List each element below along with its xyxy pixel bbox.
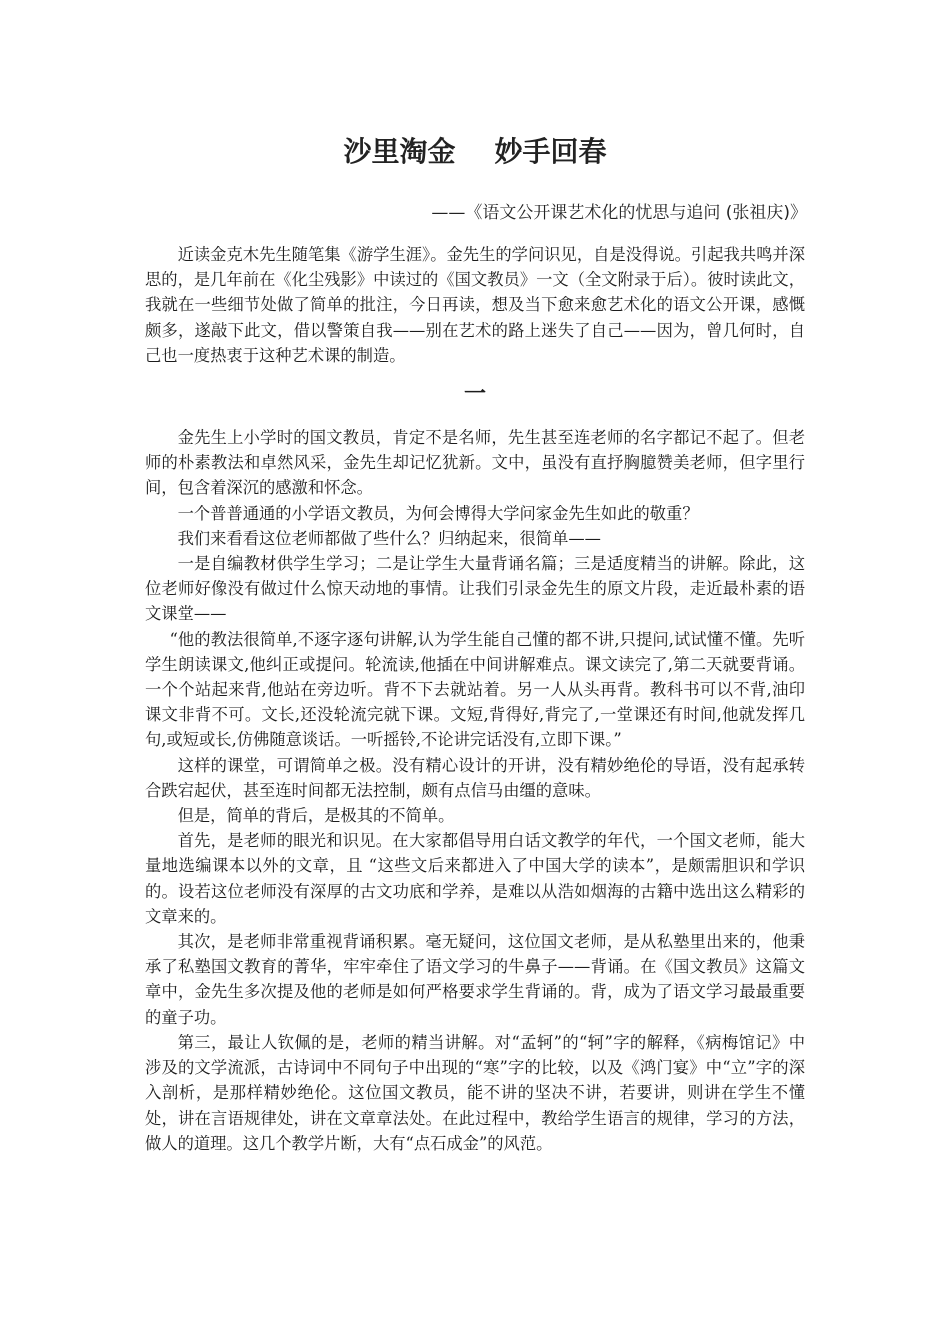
paragraph: 我们来看看这位老师都做了些什么？归纳起来，很简单——: [177, 528, 601, 548]
paragraph: 金先生上小学时的国文教员，肯定不是名师，先生甚至连老师的名字都记不起了。但老师的朴素教法和卓然风采，金先生却记忆犹新。文中，虽没有直抒胸臆赞美老师，但字里行间，包含着深沉的感激和怀念。: [145, 428, 805, 498]
paragraph: 首先，是老师的眼光和识见。在大家都倡导用白话文教学的年代，一个国文老师，能大量地选编课本以外的文章，且 “这些文后来都进入了中国大学的读本”，是颇需胆识和学识的。设若这位老师没有深厚的古文功底和学养，是难以从浩如烟海的古籍中选出这么精彩的文章来的。: [145, 831, 805, 926]
quoted-passage: “他的教法很简单,不逐字逐句讲解,认为学生能自己懂的都不讲,只提问,试试懂不懂。先听学生朗读课文,他纠正或提问。轮流读,他插在中间讲解难点。课文读完了,第二天就要背诵。一个个站起来背,他站在旁边听。背不下去就站着。另一人从头再背。教科书可以不背,油印课文非背不可。文长,还没轮流完就下课。文短,背得好,背完了,一堂课还有时间,他就发挥几句,或短或长,仿佛随意谈话。一听摇铃,不论讲完话没有,立即下课。”: [145, 629, 805, 750]
paragraph: 第三，最让人钦佩的是，老师的精当讲解。对“孟轲”的“轲”字的解释，《病梅馆记》中涉及的文学流派，古诗词中不同句子中出现的“寒”字的比较，以及《鸿门宴》中“立”字的深入剖析，是那样精妙绝伦。这位国文教员，能不讲的坚决不讲，若要讲，则讲在学生不懂处，讲在言语规律处，讲在文章章法处。在此过程中，教给学生语言的规律，学习的方法，做人的道理。这几个教学片断，大有“点石成金”的风范。: [145, 1032, 805, 1153]
page-title: 沙里淘金 妙手回春: [343, 135, 607, 168]
article-body: [145, 242, 805, 1156]
paragraph: 但是，简单的背后，是极其的不简单。: [177, 806, 455, 826]
intro-paragraph: 近读金克木先生随笔集《游学生涯》。金先生的学问识见，自是没得说。引起我共鸣并深思的，是几年前在《化尘残影》中读过的《国文教员》一文（全文附录于后）。彼时读此文，我就在一些细节处做了简单的批注，今日再读，想及当下愈来愈艺术化的语文公开课，感慨颇多，遂敲下此文，借以警策自我——别在艺术的路上迷失了自己——因为，曾几何时，自己也一度热衷于这种艺术课的制造。: [145, 245, 805, 365]
paragraph: 其次，是老师非常重视背诵积累。毫无疑问，这位国文老师，是从私塾里出来的，他秉承了私塾国文教育的菁华，牢牢牵住了语文学习的牛鼻子——背诵。在《国文教员》这篇文章中，金先生多次提及他的老师是如何严格要求学生背诵的。背，成为了语文学习最最重要的童子功。: [145, 932, 805, 1027]
paragraph: 一个普普通通的小学语文教员，为何会博得大学问家金先生如此的敬重？: [177, 503, 699, 523]
paragraph: 一是自编教材供学生学习；二是让学生大量背诵名篇；三是适度精当的讲解。除此，这位老师好像没有做过什么惊天动地的事情。让我们引录金先生的原文片段，走近最朴素的语文课堂——: [145, 554, 805, 624]
section-number: 一: [463, 382, 486, 408]
paragraph: 这样的课堂，可谓简单之极。没有精心设计的开讲，没有精妙绝伦的导语，没有起承转合跌宕起伏，甚至连时间都无法控制，颇有点信马由缰的意味。: [145, 755, 805, 800]
page-subtitle: ——《语文公开课艺术化的忧思与追问 (张祖庆)》: [431, 203, 807, 223]
